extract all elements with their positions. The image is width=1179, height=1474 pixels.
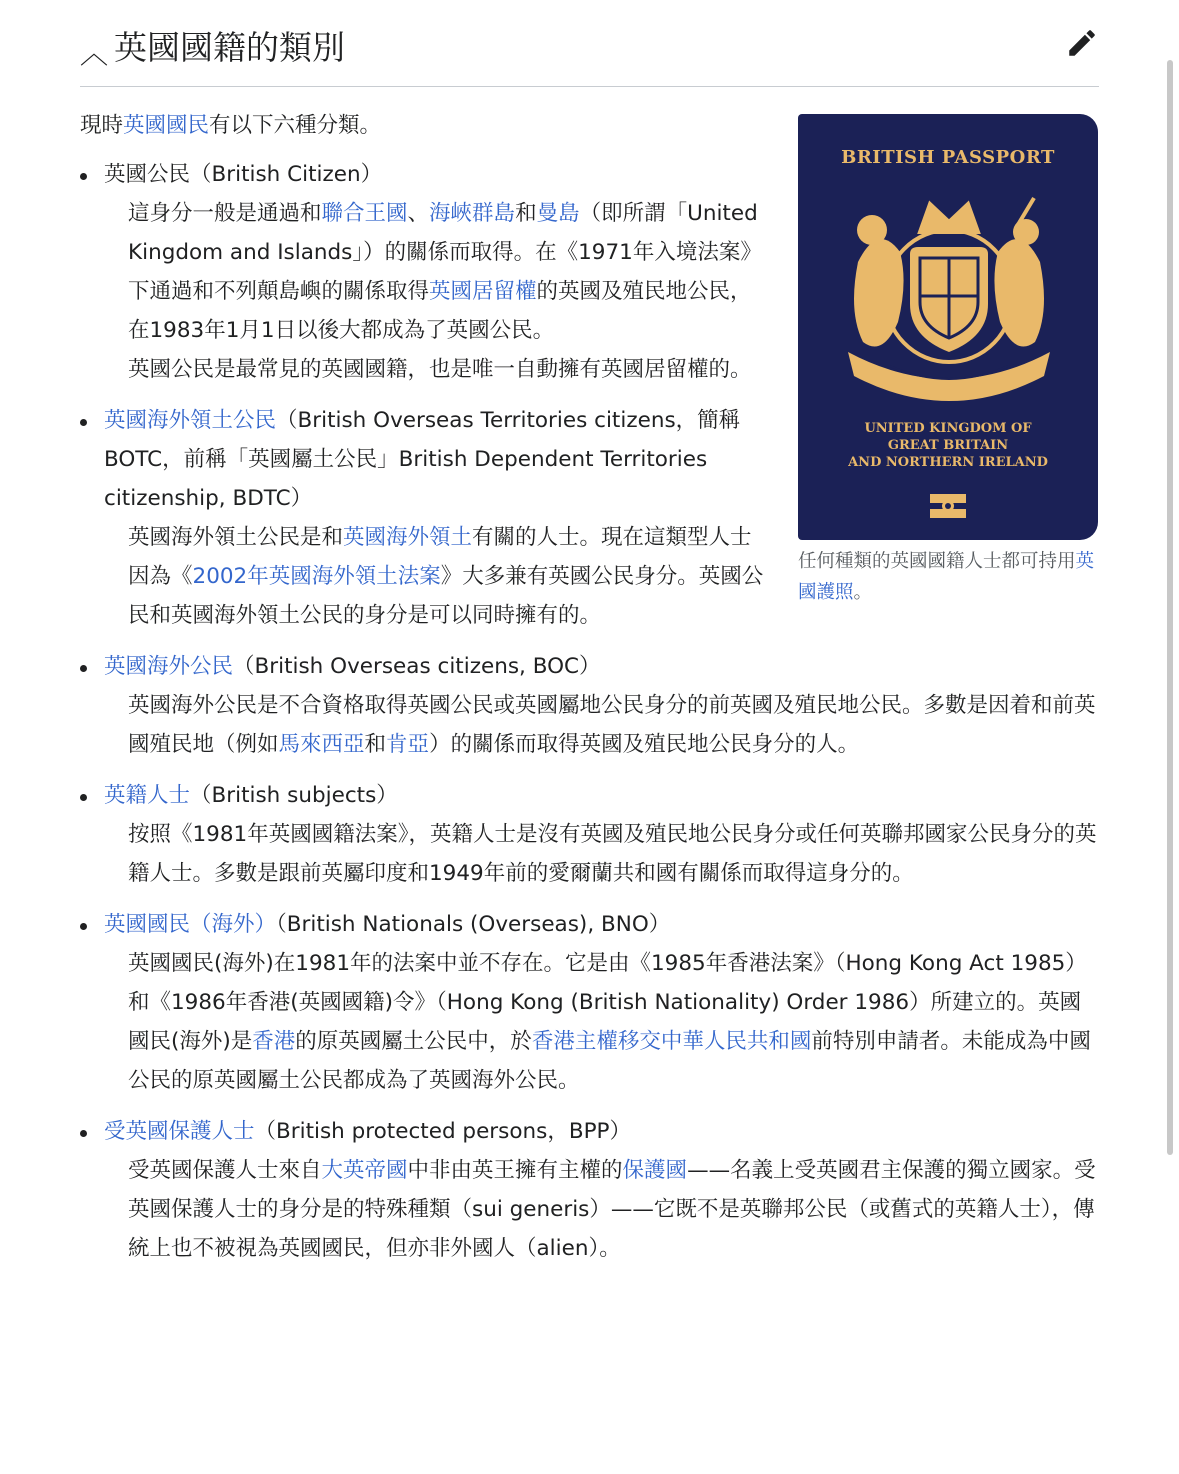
link-isle-of-man[interactable]: 曼島 bbox=[536, 201, 580, 226]
category-description bbox=[128, 686, 1100, 764]
category-label-rest: （British Overseas Territories citizens，簡稱BOTC，前稱「英國屬土公民」British Dependent Territories citizenship, BDTC） bbox=[104, 408, 741, 511]
desc-text: 英國國民(海外)在1981年的法案中並不存在。它是由《1985年香港法案》（Hong Kong Act 1985）和《1986年香港(英國國籍)令》（Hong Kong (British Nationality) Order 1986）所建立的。英國國民(海外)是 bbox=[128, 951, 1087, 1054]
desc-text: 、 bbox=[407, 201, 430, 226]
desc-text: 前特別申請者。未能成為中國公民的原英國屬土公民都成為了英國海外公民。 bbox=[128, 1029, 1091, 1093]
page-scrollbar[interactable] bbox=[1167, 60, 1173, 1155]
category-item-british-citizen bbox=[80, 155, 1100, 389]
link-hk-handover[interactable]: 香港主權移交中華人民共和國 bbox=[531, 1029, 812, 1054]
link-hong-kong[interactable]: 香港 bbox=[252, 1029, 296, 1054]
caption-text: 任何種類的英國國籍人士都可持用 bbox=[798, 551, 1076, 572]
desc-text: 的原英國屬土公民中，於 bbox=[295, 1029, 532, 1054]
category-item-boc bbox=[80, 647, 1100, 764]
desc-text: ——名義上受英國君主保護的獨立國家。受英國保護人士的身分是的特殊種類（sui generis）——它既不是英聯邦公民（或舊式的英籍人士），傳統上也不被視為英國國民，但亦非外國人（alien）。 bbox=[128, 1158, 1096, 1261]
link-overseas-territories-act-2002[interactable]: 2002年英國海外領土法案 bbox=[192, 564, 441, 589]
desc-text: 和 bbox=[515, 201, 537, 226]
section-title: 英國國籍的類別 bbox=[114, 28, 345, 67]
link-united-kingdom[interactable]: 聯合王國 bbox=[321, 201, 408, 226]
desc-text: 的英國及殖民地公民，在1983年1月1日以後大都成為了英國公民。 bbox=[128, 279, 752, 343]
desc-text: 》大多兼有英國公民身分。英國公民和英國海外領土公民的身分是可以同時擁有的。 bbox=[128, 564, 764, 628]
link-kenya[interactable]: 肯亞 bbox=[386, 732, 430, 757]
desc-text: 中非由英王擁有主權的 bbox=[407, 1158, 623, 1183]
link-malaysia[interactable]: 馬來西亞 bbox=[278, 732, 365, 757]
category-item-bno bbox=[80, 905, 1100, 1100]
category-item-botc bbox=[80, 401, 1100, 635]
desc-text: 有關的人士。現在這類型人士因為《 bbox=[128, 525, 752, 589]
edit-pencil-icon[interactable] bbox=[1065, 26, 1099, 60]
category-label: 英國公民（British Citizen） bbox=[104, 162, 383, 187]
link-botc[interactable]: 英國海外領土公民 bbox=[104, 408, 277, 433]
category-description bbox=[128, 518, 1100, 635]
passport-country: UNITED KINGDOM OF GREAT BRITAIN AND NORTHERN IRELAND bbox=[848, 421, 1048, 470]
intro-text-end: 有以下六種分類。 bbox=[209, 113, 382, 138]
intro-text: 現時 bbox=[80, 113, 124, 138]
category-label-rest: （British Overseas citizens, BOC） bbox=[233, 654, 601, 679]
desc-text: ）的關係而取得英國及殖民地公民身分的人。 bbox=[429, 732, 860, 757]
link-boc[interactable]: 英國海外公民 bbox=[104, 654, 234, 679]
link-channel-islands[interactable]: 海峽群島 bbox=[429, 201, 516, 226]
category-label-rest: （British protected persons，BPP） bbox=[254, 1119, 632, 1144]
category-list bbox=[80, 155, 1100, 1268]
link-british-subjects[interactable]: 英籍人士 bbox=[104, 783, 191, 808]
link-right-of-abode[interactable]: 英國居留權 bbox=[429, 279, 537, 304]
link-british-nationals[interactable]: 英國國民 bbox=[123, 113, 210, 138]
desc-text: 按照《1981年英國國籍法案》，英籍人士是沒有英國及殖民地公民身分或任何英聯邦國家公民身分的英籍人士。多數是跟前英屬印度和1949年前的愛爾蘭共和國有關係而取得這身分的。 bbox=[128, 822, 1097, 886]
desc-text: 這身分一般是通過和 bbox=[128, 201, 322, 226]
caption-text-end: 。 bbox=[853, 582, 873, 603]
category-description bbox=[128, 194, 1100, 389]
section-header bbox=[80, 14, 1099, 87]
link-protectorate[interactable]: 保護國 bbox=[622, 1158, 688, 1183]
section-content bbox=[80, 106, 1100, 1280]
desc-paragraph-2: 英國公民是最常見的英國國籍，也是唯一自動擁有英國居留權的。 bbox=[128, 357, 752, 382]
caption-link-passport[interactable]: 英國護照 bbox=[798, 551, 1095, 603]
desc-text: 英國海外領土公民是和 bbox=[128, 525, 344, 550]
chevron-up-icon[interactable]: ︿ bbox=[80, 37, 109, 70]
desc-text: （即所謂「United Kingdom and Islands」）的關係而取得。在《1971年入境法案》下通過和不列顛島嶼的關係取得 bbox=[128, 201, 762, 304]
category-item-bpp bbox=[80, 1112, 1100, 1268]
category-item-british-subjects bbox=[80, 776, 1100, 893]
desc-text: 英國海外公民是不合資格取得英國公民或英國屬地公民身分的前英國及殖民地公民。多數是因着和前英國殖民地（例如 bbox=[128, 693, 1096, 757]
link-bno[interactable]: 英國國民（海外） bbox=[104, 912, 277, 937]
desc-text: 受英國保護人士來自 bbox=[128, 1158, 322, 1183]
category-label-rest: （British subjects） bbox=[190, 783, 398, 808]
link-bpp[interactable]: 受英國保護人士 bbox=[104, 1119, 255, 1144]
category-description bbox=[128, 944, 1100, 1100]
category-description bbox=[128, 815, 1100, 893]
desc-text: 和 bbox=[364, 732, 387, 757]
passport-title: BRITISH PASSPORT bbox=[841, 147, 1055, 168]
link-british-empire[interactable]: 大英帝國 bbox=[321, 1158, 408, 1183]
category-label-rest: （British Nationals (Overseas), BNO） bbox=[276, 912, 671, 937]
link-overseas-territories[interactable]: 英國海外領土 bbox=[343, 525, 473, 550]
category-description bbox=[128, 1151, 1100, 1268]
